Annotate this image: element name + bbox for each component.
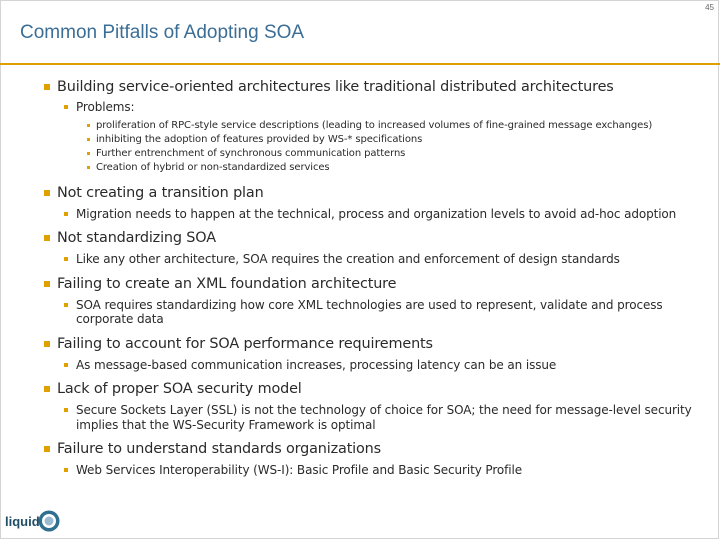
bullet-level2 xyxy=(64,100,704,115)
bullet-level1 xyxy=(44,229,704,247)
square-bullet-icon xyxy=(64,105,68,109)
square-bullet-icon xyxy=(64,468,68,472)
square-bullet-icon xyxy=(87,124,90,127)
square-bullet-icon xyxy=(87,166,90,169)
bullet-text: Problems: xyxy=(76,100,135,114)
square-bullet-icon xyxy=(87,152,90,155)
bullet-text: Failing to account for SOA performance requirements xyxy=(57,335,433,352)
bullet-list xyxy=(44,78,704,478)
bullet-text: inhibiting the adoption of features provided by WS-* specifications xyxy=(96,133,423,145)
square-bullet-icon xyxy=(64,257,68,261)
bullet-level3 xyxy=(87,133,704,147)
bullet-text: Secure Sockets Layer (SSL) is not the technology of choice for SOA; the need for message-level security implies that the WS-Security Framework is optimal xyxy=(76,403,692,432)
bullet-level1 xyxy=(44,335,704,353)
bullet-level1 xyxy=(44,78,704,96)
bullet-level1 xyxy=(44,440,704,458)
square-bullet-icon xyxy=(44,235,50,241)
bullet-level1 xyxy=(44,184,704,202)
title-divider xyxy=(0,63,720,65)
bullet-level2 xyxy=(64,298,704,327)
bullet-level3 xyxy=(87,161,704,175)
bullet-text: Failing to create an XML foundation architecture xyxy=(57,275,397,292)
bullet-text: Failure to understand standards organizations xyxy=(57,441,382,457)
bullet-text: Building service-oriented architectures like traditional distributed architectures xyxy=(57,79,614,95)
square-bullet-icon xyxy=(44,386,50,392)
square-bullet-icon xyxy=(44,281,50,287)
square-bullet-icon xyxy=(87,138,90,141)
slide-title: Common Pitfalls of Adopting SOA xyxy=(20,22,305,43)
square-bullet-icon xyxy=(44,84,50,90)
bullet-text: Not standardizing SOA xyxy=(57,230,216,246)
bullet-text: Web Services Interoperability (WS-I): Basic Profile and Basic Security Profile xyxy=(76,463,523,477)
bullet-text: Like any other architecture, SOA requires the creation and enforcement of design standards xyxy=(76,252,620,266)
bullet-level3 xyxy=(87,119,704,133)
bullet-level1 xyxy=(44,275,704,293)
bullet-level2 xyxy=(64,358,704,373)
bullet-level3 xyxy=(87,147,704,161)
logo-circle-core xyxy=(45,517,54,526)
square-bullet-icon xyxy=(64,363,68,367)
logo-wordmark: liquid xyxy=(5,514,40,529)
bullet-text: Creation of hybrid or non-standardized services xyxy=(96,161,330,173)
liquid-logo xyxy=(4,509,64,533)
square-bullet-icon xyxy=(44,341,50,347)
bullet-text: Migration needs to happen at the technical, process and organization levels to avoid ad-hoc adoption xyxy=(76,206,677,221)
square-bullet-icon xyxy=(64,212,68,216)
page-number: 45 xyxy=(705,3,714,12)
bullet-text: Lack of proper SOA security model xyxy=(57,381,302,397)
bullet-level2 xyxy=(64,252,704,267)
bullet-level1 xyxy=(44,380,704,398)
bullet-level2 xyxy=(64,463,704,478)
bullet-text: Not creating a transition plan xyxy=(57,184,264,201)
square-bullet-icon xyxy=(64,303,68,307)
bullet-level2 xyxy=(64,207,704,222)
bullet-text: SOA requires standardizing how core XML technologies are used to represent, validate and process corporate data xyxy=(76,297,663,326)
square-bullet-icon xyxy=(64,408,68,412)
bullet-level2 xyxy=(64,403,704,432)
square-bullet-icon xyxy=(44,446,50,452)
bullet-text: As message-based communication increases, processing latency can be an issue xyxy=(76,357,557,372)
bullet-text: proliferation of RPC-style service descriptions (leading to increased volumes of fine-grained message exchanges) xyxy=(96,119,653,131)
square-bullet-icon xyxy=(44,190,50,196)
bullet-text: Further entrenchment of synchronous communication patterns xyxy=(96,147,406,159)
